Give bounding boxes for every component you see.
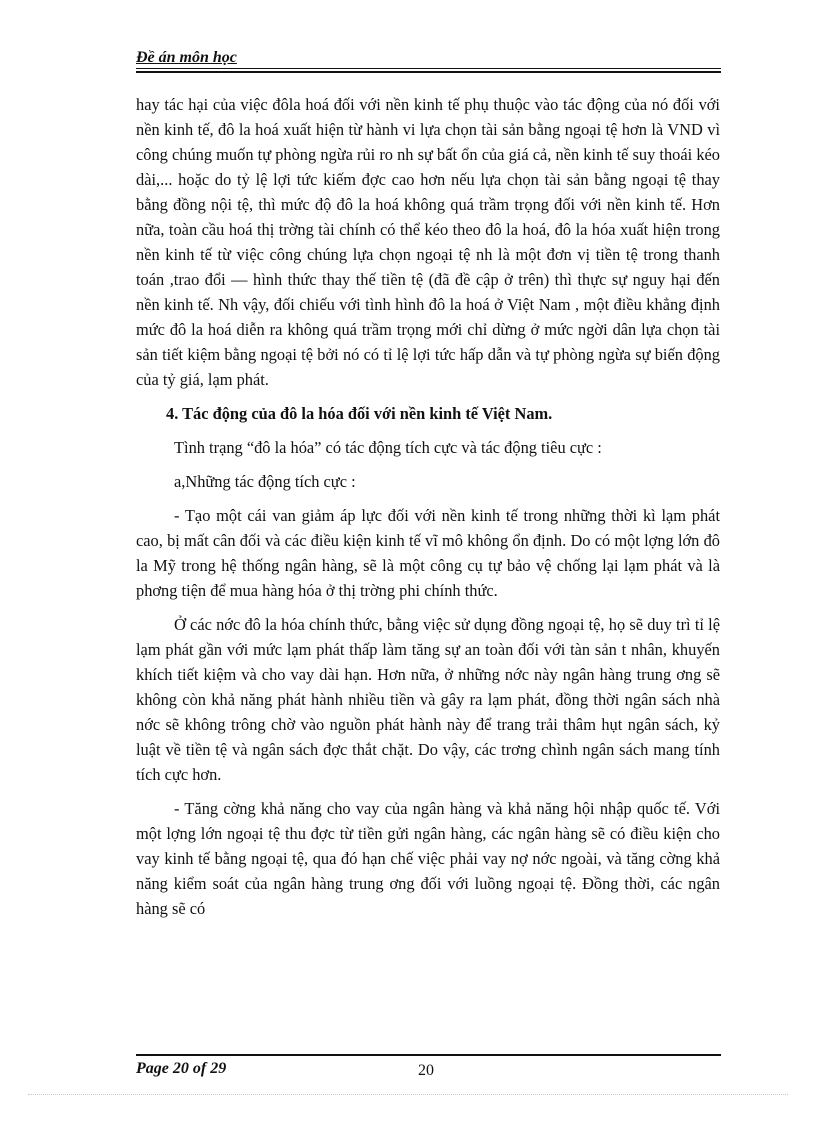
- header-rule-thick: [136, 71, 721, 73]
- subheading-positive-effects: a,Những tác động tích cực :: [174, 472, 356, 491]
- header-title: Đề án môn học: [136, 49, 237, 66]
- section-heading: 4. Tác động của đô la hóa đối với nền kinh tế Việt Nam.: [166, 404, 553, 423]
- paragraph-lending-capacity: - Tăng cờng khả năng cho vay của ngân hàng và khả năng hội nhập quốc tế. Với một lợng lớn ngoại tệ thu đợc từ tiền gửi ngân hàng, các ngân hàng sẽ có điều kiện cho vay kinh tế bằng ngoại tệ, qua đó hạn chế việc phải vay nợ nớc ngoài, và tăng cờng khả năng kiểm soát của ngân hàng trung ơng đối với luồng ngoại tệ. Đồng thời, các ngân hàng sẽ có: [136, 799, 720, 918]
- document-body: [136, 92, 720, 921]
- header-rule: [136, 68, 721, 69]
- paragraph-pressure-valve: - Tạo một cái van giảm áp lực đối với nền kinh tế trong những thời kì lạm phát cao, bị mất cân đối và các điều kiện kinh tế vĩ mô không ổn định. Do có một lợng lớn đô la Mỹ trong hệ thống ngân hàng, sẽ là một công cụ tự bảo vệ chống lại lạm phát và là phơng tiện để mua hàng hóa ở thị trờng phi chính thức.: [136, 506, 720, 600]
- footer-page-number: 20: [418, 1062, 434, 1079]
- paragraph-intro: Tình trạng “đô la hóa” có tác động tích cực và tác động tiêu cực :: [174, 438, 602, 457]
- footer-page-label: Page 20 of 29: [136, 1060, 227, 1077]
- footer-rule: [136, 1054, 721, 1056]
- paragraph-dollarization-impact: hay tác hại của việc đôla hoá đối với nền kinh tế phụ thuộc vào tác động của nó đối với nền kinh tế, đô la hoá xuất hiện từ hành vi lựa chọn tài sản bằng ngoại tệ hơn là VND vì công chúng muốn tự phòng ngừa rủi ro nh sự bất ổn của giá cả, nền kinh tế suy thoái kéo dài,... hoặc do tỷ lệ lợi tức kiếm đợc cao hơn nếu lựa chọn tài sản bằng ngoại tệ thay bằng đồng nội tệ, thì mức độ đô la hoá không quá trầm trọng đối với nền kinh tế. Hơn nữa, toàn cầu hoá thị trờng tài chính có thể kéo theo đô la hoá, đô la hóa xuất hiện trong nền kinh tế từ việc công chúng lựa chọn ngoại tệ nh là một đơn vị tiền tệ trong thanh toán ,trao đổi — hình thức thay thế tiền tệ (đã đề cập ở trên) thì thực sự nguy hại đến nền kinh tế. Nh vậy, đối chiếu với tình hình đô la hoá ở Việt Nam , một điều khẳng định mức đô la hoá diễn ra không quá trầm trọng mới chỉ dừng ở mức ngời dân lựa chọn tài sản tiết kiệm bằng ngoại tệ bởi nó có tỉ lệ lợi tức hấp dẫn và tự phòng ngừa sự biến động của tỷ giá, lạm phát.: [136, 95, 720, 389]
- page-header: [136, 48, 721, 68]
- paragraph-official-dollarization: Ở các nớc đô la hóa chính thức, bằng việc sử dụng đồng ngoại tệ, họ sẽ duy trì tỉ lệ lạm phát gần với mức lạm phát thấp làm tăng sự an toàn đối với tàn sản t nhân, khuyến khích tiết kiệm và cho vay dài hạn. Hơn nữa, ở những nớc này ngân hàng trung ơng sẽ không còn khả năng phát hành nhiều tiền và gây ra lạm phát, đồng thời ngân sách nhà nớc sẽ không trông chờ vào nguồn phát hành này để trang trải thâm hụt ngân sách, kỷ luật về tiền tệ và ngân sách đợc thắt chặt. Do vậy, các trơng chình ngân sách mang tính tích cực hơn.: [136, 615, 720, 784]
- page-boundary-dotted: [28, 1094, 788, 1095]
